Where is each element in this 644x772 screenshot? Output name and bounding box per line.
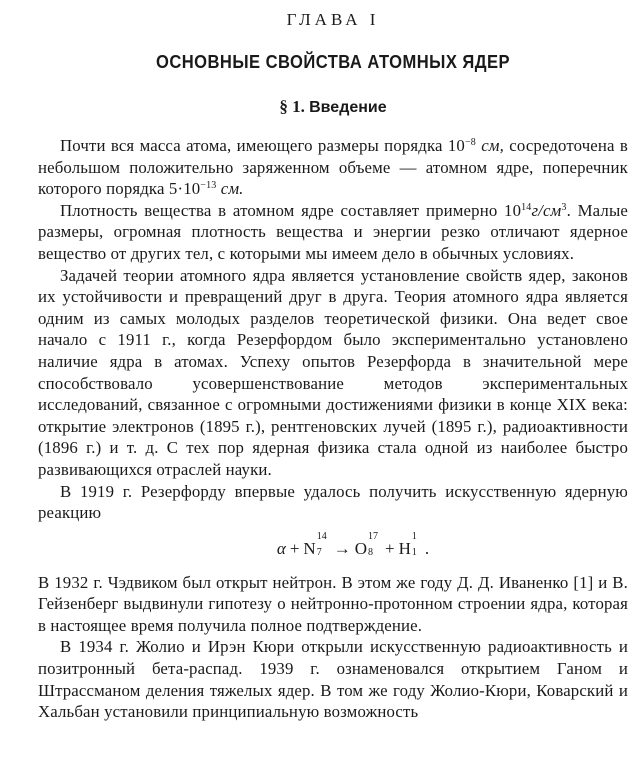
section-number: § 1. bbox=[279, 97, 305, 116]
book-page bbox=[38, 10, 628, 723]
formula-h-symbol: H bbox=[398, 538, 411, 558]
paragraph-5: В 1932 г. Чэдвиком был открыт нейтрон. В этом же году Д. Д. Иваненко [1] и В. Гейзенберг выдвинули гипотезу о нейтронно-протонном строении ядра, которая в настоящее время получила полное подтверждение. bbox=[38, 572, 628, 635]
formula-oxygen bbox=[354, 530, 381, 562]
p1-exponent-b: −13 bbox=[200, 180, 217, 192]
formula-n-charge: 7 bbox=[316, 546, 322, 558]
paragraph-4: В 1919 г. Резерфорду впервые удалось получить искусственную ядерную реакцию bbox=[38, 481, 628, 523]
formula-h-charge: 1 bbox=[411, 546, 417, 558]
formula-arrow: → bbox=[333, 538, 351, 558]
paragraph-2 bbox=[38, 200, 628, 265]
formula-h-mass: 1 bbox=[411, 530, 417, 542]
formula-hydrogen bbox=[398, 530, 425, 562]
p1-text-b: сосредоточена в небольшом положительно заряженном объеме — атомном ядре, поперечник которого порядка 5·10 bbox=[38, 136, 628, 199]
p1-text-a: Почти вся масса атома, имеющего размеры порядка 10 bbox=[60, 136, 465, 155]
formula-plus-2: + bbox=[384, 538, 395, 558]
p1-unit-a: см, bbox=[475, 136, 504, 155]
formula-n-mass: 14 bbox=[316, 530, 327, 542]
formula-o-charge: 8 bbox=[367, 546, 373, 558]
p2-text-b: . Малые размеры, огромная плотность вещества и энергии резко отличают ядерное вещество от других тел, с которыми мы имеем дело в обычных условиях. bbox=[38, 200, 628, 263]
p2-unit: г/см bbox=[531, 200, 562, 220]
formula-nitrogen bbox=[303, 530, 329, 562]
formula-o-mass: 17 bbox=[367, 530, 378, 542]
section-heading bbox=[38, 97, 628, 117]
formula-n-symbol: N bbox=[303, 538, 316, 558]
formula-alpha: α bbox=[276, 538, 286, 558]
chapter-title: ОСНОВНЫЕ СВОЙСТВА АТОМНЫХ ЯДЕР bbox=[155, 52, 511, 72]
section-name: Введение bbox=[309, 99, 387, 116]
p2-text-a: Плотность вещества в атомном ядре составляет примерно 10 bbox=[60, 200, 522, 220]
paragraph-1 bbox=[38, 135, 628, 200]
p1-exponent-a: −8 bbox=[464, 137, 476, 148]
nuclear-reaction-formula bbox=[78, 530, 628, 562]
p2-exponent-a: 14 bbox=[521, 201, 532, 213]
formula-o-symbol: O bbox=[354, 538, 367, 558]
p1-unit-b: см. bbox=[216, 179, 244, 199]
paragraph-3: Задачей теории атомного ядра является установление свойств ядер, законов их устойчивости и превращений друг в друга. Теория атомного ядра является одним из самых молодых разделов теоретической физики. Она ведет свое начало с 1911 г., когда Резерфордом было экспериментально установлено наличие ядра в атомах. Успеху опытов Резерфорда в значительной мере способствовало усовершенствование методов экспериментальных исследований, связанное с огромными достижениями физики в конце XIX века: открытие электронов (1895 г.), рентгеновских лучей (1895 г.), радиоактивности (1896 г.) и т. д. С тех пор ядерная физика стала одной из наиболее быстро развивающихся отраслей науки. bbox=[38, 265, 628, 479]
formula-plus-1: + bbox=[289, 538, 300, 558]
chapter-heading: ГЛАВА I bbox=[286, 10, 380, 29]
paragraph-6: В 1934 г. Жолио и Ирэн Кюри открыли искусственную радиоактивность и позитронный бета-распад. 1939 г. ознаменовался открытием Ганом и Штрассманом деления тяжелых ядер. В том же году Жолио-Кюри, Коварский и Хальбан установили принципиальную возможность bbox=[38, 637, 628, 722]
formula-period: . bbox=[424, 538, 430, 558]
p2-exponent-b: 3 bbox=[561, 201, 567, 213]
